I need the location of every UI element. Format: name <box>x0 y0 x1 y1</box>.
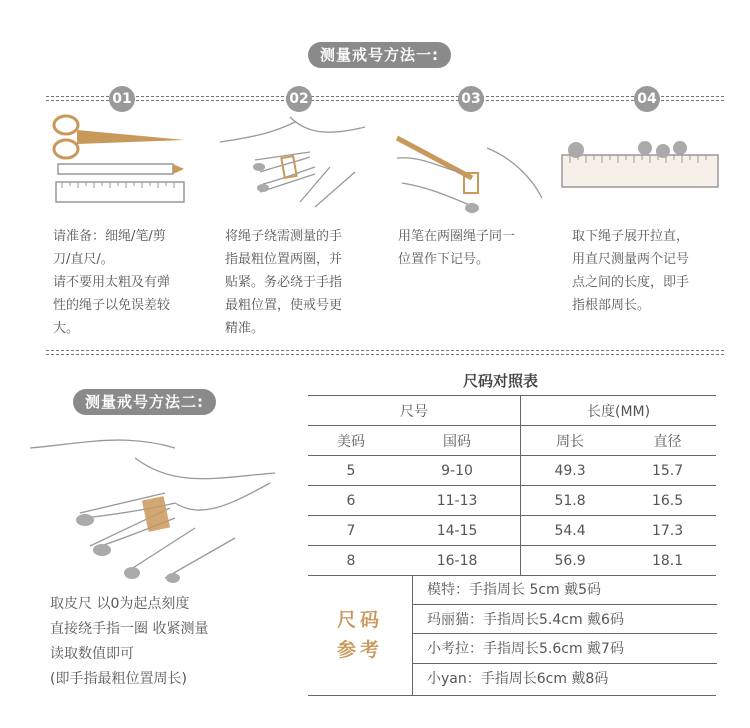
table-cell: 49.3 <box>521 456 619 486</box>
size-reference-label <box>330 605 390 665</box>
step2-line: 贴紧。务必绕于手指 <box>225 275 343 290</box>
reference-row: 小考拉：手指周长5.6cm 戴7码 <box>413 634 717 664</box>
table-cell: 8 <box>308 546 394 576</box>
step-badge-4: 04 <box>634 86 660 112</box>
fingernail <box>76 514 94 526</box>
step2-line: 指最粗位置两圈，并 <box>225 252 343 267</box>
table-cell: 14-15 <box>394 516 521 546</box>
step4-line: 指根部周长。 <box>572 298 651 313</box>
table-cell: 54.4 <box>521 516 619 546</box>
fingernail <box>465 203 479 213</box>
step3-text <box>398 225 515 271</box>
method2-line: 取皮尺 以0为起点刻度 <box>50 596 190 612</box>
pen-marking-illustration <box>392 128 547 223</box>
ruler-ticks <box>62 182 174 188</box>
finger-outline <box>80 483 270 578</box>
tape-measure-hand-illustration <box>25 428 280 593</box>
table-row <box>308 516 716 546</box>
group-header-length: 长度(MM) <box>521 396 716 426</box>
table-row <box>308 486 716 516</box>
section-divider <box>46 350 724 355</box>
step1-line: 请不要用太粗及有弹 <box>53 275 171 290</box>
finger-outline <box>255 152 355 207</box>
group-header-size: 尺号 <box>308 396 521 426</box>
column-header: 国码 <box>394 426 521 456</box>
step2-line: 将绳子绕需测量的手 <box>225 229 343 244</box>
table-cell: 16-18 <box>394 546 521 576</box>
size-table <box>308 395 716 576</box>
step1-line: 大。 <box>53 321 80 336</box>
table-cell: 16.5 <box>619 486 716 516</box>
column-header: 美码 <box>308 426 394 456</box>
hand-string-illustration <box>215 112 375 212</box>
table-cell: 7 <box>308 516 394 546</box>
step3-line: 位置作下记号。 <box>398 252 490 267</box>
ruler-measure-illustration <box>560 140 720 190</box>
hand-outline <box>30 440 275 548</box>
scissors-handle-top <box>54 116 78 134</box>
fingertip-marker <box>638 141 652 155</box>
method2-title: 测量戒号方法二: <box>73 389 216 415</box>
step2-text <box>225 225 342 340</box>
method2-line: 直接绕手指一圈 收紧测量 <box>50 621 209 637</box>
method2-text <box>50 592 208 692</box>
table-cell: 56.9 <box>521 546 619 576</box>
step1-text <box>53 225 170 340</box>
ruler-body <box>56 182 184 202</box>
scissors-handle-bottom <box>54 140 78 158</box>
size-table-title: 尺码对照表 <box>463 372 539 390</box>
reference-row: 玛丽猫：手指周长5.4cm 戴6码 <box>413 605 717 635</box>
table-cell: 5 <box>308 456 394 486</box>
reference-row: 模特：手指周长 5cm 戴5码 <box>413 575 717 605</box>
fingernail <box>253 163 265 171</box>
step3-line: 用笔在两圈绳子同一 <box>398 229 516 244</box>
scissors-ruler-illustration <box>50 112 190 207</box>
size-reference <box>308 575 716 696</box>
table-cell: 11-13 <box>394 486 521 516</box>
fingernail <box>124 567 140 579</box>
step2-line: 最粗位置，使戒号更 <box>225 298 343 313</box>
table-row <box>308 456 716 486</box>
step1-line: 性的绳子以免误差较 <box>53 298 171 313</box>
fingernail <box>166 573 180 583</box>
ruler-body <box>562 155 718 187</box>
table-cell: 17.3 <box>619 516 716 546</box>
fingernail <box>93 544 111 556</box>
column-header: 直径 <box>619 426 716 456</box>
step1-line: 请准备：细绳/笔/剪 <box>53 229 166 244</box>
fingernail <box>257 184 269 192</box>
method2-line: 读取数值即可 <box>50 646 134 662</box>
size-reference-label-line: 尺码 <box>336 609 383 631</box>
step-badge-2: 02 <box>286 86 312 112</box>
step-badge-3: 03 <box>458 86 484 112</box>
table-row <box>308 546 716 576</box>
hand-outline <box>220 117 365 184</box>
reference-row: 小yan：手指周长6cm 戴8码 <box>427 670 609 687</box>
step4-text <box>572 225 689 317</box>
pencil-body <box>58 164 173 174</box>
table-cell: 18.1 <box>619 546 716 576</box>
step4-line: 取下绳子展开拉直， <box>572 229 690 244</box>
size-reference-list <box>412 575 717 695</box>
fingertip-marker <box>673 141 687 155</box>
step-divider <box>46 96 724 101</box>
step1-line: 刀/直尺/。 <box>53 252 114 267</box>
method2-line: (即手指最粗位置周长) <box>50 671 187 687</box>
size-reference-label-line: 参考 <box>336 639 383 661</box>
tape-measure <box>142 496 170 532</box>
table-cell: 9-10 <box>394 456 521 486</box>
step4-line: 用直尺测量两个记号 <box>572 252 690 267</box>
step-badge-1: 01 <box>109 86 135 112</box>
scissors-blade <box>77 130 185 144</box>
method1-title: 测量戒号方法一: <box>308 42 451 68</box>
fingertip-marker <box>568 142 584 158</box>
table-group-header <box>308 396 716 426</box>
table-cell: 6 <box>308 486 394 516</box>
pencil-tip <box>173 164 184 174</box>
table-cell: 15.7 <box>619 456 716 486</box>
table-column-header <box>308 426 716 456</box>
column-header: 周长 <box>521 426 619 456</box>
table-cell: 51.8 <box>521 486 619 516</box>
step2-line: 精准。 <box>225 321 265 336</box>
fingertip-marker <box>656 144 670 158</box>
step4-line: 点之间的长度，即手 <box>572 275 690 290</box>
